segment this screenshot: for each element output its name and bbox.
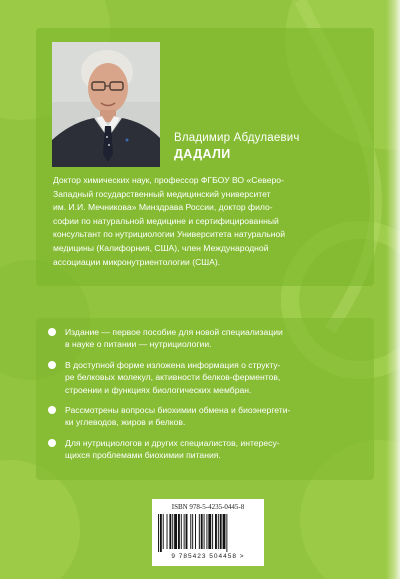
feature-line: В доступной форме изложена информация о структу- [65, 359, 281, 370]
barcode-bars-icon [158, 514, 258, 552]
feature-line: строении и функциях биологических мембран. [65, 384, 252, 395]
bullet-icon [48, 439, 56, 447]
author-first-name: Владимир Абдулаевич [174, 132, 300, 144]
feature-line: Рассмотрены вопросы биохимии обмена и биоэнергети- [65, 405, 291, 416]
bio-line: им. И.И. Мечникова» Минздрава России, доктор фило- [53, 202, 273, 213]
feature-line: щихся проблемами биохимии питания. [65, 450, 221, 461]
list-item [48, 404, 368, 429]
bio-line: ассоциации микронутриентологии (США). [53, 256, 221, 267]
barcode-digits: 9 785423 504458 > [171, 553, 245, 560]
barcode-box [152, 499, 264, 566]
bullet-icon [48, 361, 56, 369]
bio-line: Западный государственный медицинский университет [53, 188, 271, 199]
feature-line: Для нутрициологов и других специалистов, интересу- [65, 437, 280, 448]
author-bio [53, 174, 367, 269]
feature-line: Издание — первое пособие для новой специализации [65, 327, 283, 337]
bio-line: Доктор химических наук, профессор ФГБОУ ВО «Северо- [53, 175, 284, 185]
bio-line: софии по натуральной медицине и сертифицированный [53, 215, 279, 226]
features-list [48, 326, 368, 470]
feature-line: ки углеводов, жиров и белков. [65, 417, 186, 428]
list-item [48, 359, 368, 396]
list-item [48, 326, 368, 351]
author-last-name: ДАДАЛИ [174, 147, 231, 161]
author-photo [52, 42, 160, 167]
bullet-icon [48, 406, 56, 414]
bio-line: консультант по нутрициологии Университета натуральной [53, 229, 286, 240]
spine-edge-shading [386, 0, 400, 579]
list-item [48, 437, 368, 462]
bio-line: медицины (Калифорния, США), член Международной [53, 242, 269, 253]
feature-line: в науке о питании — нутрициологии. [65, 339, 212, 350]
bullet-icon [48, 328, 56, 336]
feature-line: ре белковых молекул, активности белков-ферментов, [65, 372, 281, 383]
isbn-number: ISBN 978-5-4235-0445-8 [171, 503, 245, 511]
